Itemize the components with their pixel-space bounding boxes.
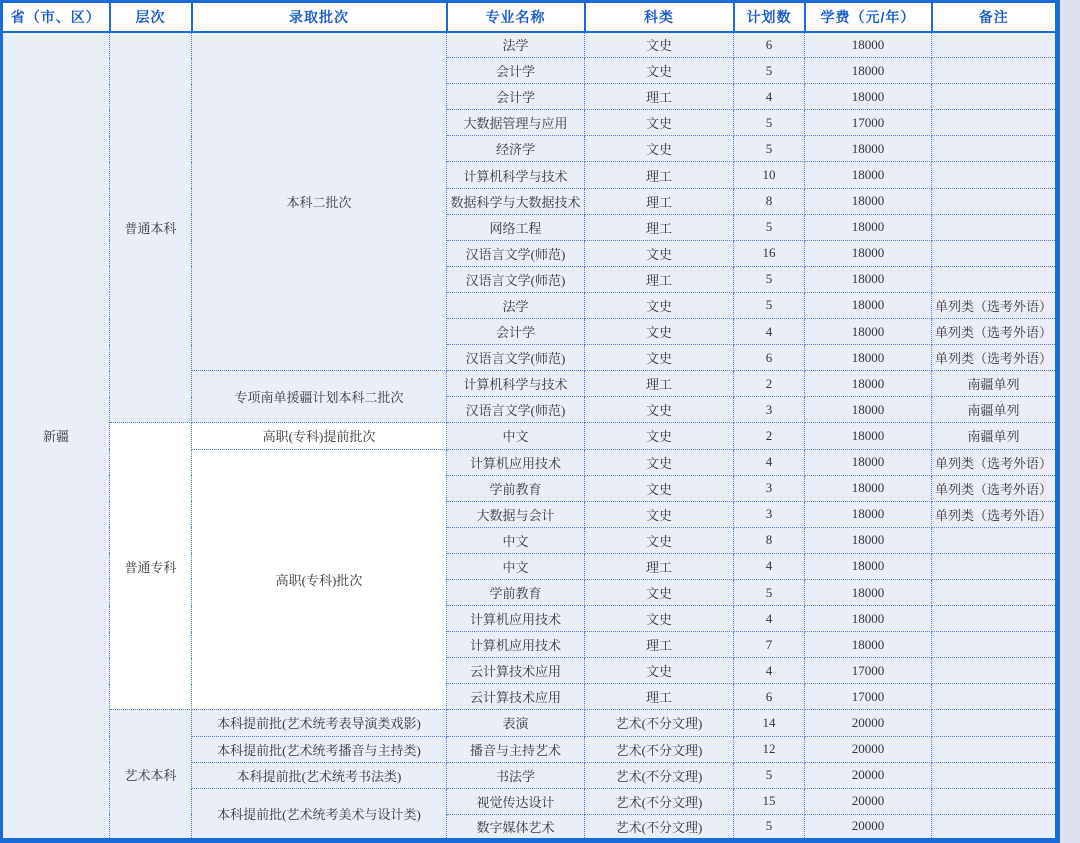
category-cell: 文史	[585, 110, 734, 136]
category-cell: 文史	[585, 240, 734, 266]
batch-cell: 本科提前批(艺术统考播音与主持类)	[192, 736, 447, 762]
table-header	[2, 2, 1058, 32]
tuition-cell: 18000	[805, 266, 932, 292]
level-cell: 艺术本科	[110, 710, 192, 841]
tuition-cell: 20000	[805, 710, 932, 736]
major-cell: 会计学	[447, 58, 585, 84]
tuition-cell: 18000	[805, 371, 932, 397]
category-cell: 理工	[585, 214, 734, 240]
remark-cell	[932, 736, 1058, 762]
remark-cell	[932, 266, 1058, 292]
remark-cell	[932, 684, 1058, 710]
major-cell: 经济学	[447, 136, 585, 162]
remark-cell	[932, 162, 1058, 188]
major-cell: 法学	[447, 292, 585, 318]
remark-cell: 单列类（选考外语）	[932, 319, 1058, 345]
plan-cell: 5	[734, 762, 805, 788]
plan-cell: 5	[734, 136, 805, 162]
remark-cell: 南疆单列	[932, 371, 1058, 397]
category-cell: 艺术(不分文理)	[585, 814, 734, 840]
category-cell: 理工	[585, 632, 734, 658]
category-cell: 艺术(不分文理)	[585, 710, 734, 736]
table-row	[2, 32, 1058, 58]
category-cell: 文史	[585, 606, 734, 632]
remark-cell: 南疆单列	[932, 397, 1058, 423]
tuition-cell: 17000	[805, 658, 932, 684]
plan-cell: 7	[734, 632, 805, 658]
plan-cell: 4	[734, 606, 805, 632]
batch-cell: 高职(专科)批次	[192, 449, 447, 710]
category-cell: 文史	[585, 423, 734, 449]
remark-cell	[932, 58, 1058, 84]
remark-cell	[932, 606, 1058, 632]
remark-cell	[932, 136, 1058, 162]
remark-cell	[932, 110, 1058, 136]
remark-cell: 单列类（选考外语）	[932, 449, 1058, 475]
category-cell: 文史	[585, 136, 734, 162]
batch-cell: 本科提前批(艺术统考表导演类戏影)	[192, 710, 447, 736]
remark-cell	[932, 814, 1058, 840]
plan-cell: 2	[734, 371, 805, 397]
remark-cell	[932, 579, 1058, 605]
plan-cell: 10	[734, 162, 805, 188]
plan-cell: 5	[734, 266, 805, 292]
plan-cell: 15	[734, 788, 805, 814]
tuition-cell: 18000	[805, 449, 932, 475]
tuition-cell: 20000	[805, 762, 932, 788]
remark-cell	[932, 658, 1058, 684]
remark-cell	[932, 188, 1058, 214]
category-cell: 艺术(不分文理)	[585, 736, 734, 762]
tuition-cell: 18000	[805, 214, 932, 240]
plan-cell: 5	[734, 214, 805, 240]
plan-cell: 5	[734, 58, 805, 84]
tuition-cell: 18000	[805, 553, 932, 579]
plan-cell: 3	[734, 475, 805, 501]
tuition-cell: 18000	[805, 32, 932, 58]
category-cell: 艺术(不分文理)	[585, 762, 734, 788]
level-cell: 普通专科	[110, 423, 192, 710]
column-header-plan: 计划数	[734, 2, 805, 32]
remark-cell	[932, 762, 1058, 788]
column-header-level: 层次	[110, 2, 192, 32]
plan-cell: 6	[734, 345, 805, 371]
tuition-cell: 17000	[805, 110, 932, 136]
column-header-remark: 备注	[932, 2, 1058, 32]
level-cell: 普通本科	[110, 32, 192, 423]
tuition-cell: 20000	[805, 788, 932, 814]
major-cell: 数字媒体艺术	[447, 814, 585, 840]
plan-cell: 8	[734, 188, 805, 214]
remark-cell	[932, 710, 1058, 736]
category-cell: 文史	[585, 579, 734, 605]
column-header-batch: 录取批次	[192, 2, 447, 32]
remark-cell	[932, 84, 1058, 110]
major-cell: 中文	[447, 527, 585, 553]
major-cell: 计算机应用技术	[447, 606, 585, 632]
major-cell: 汉语言文学(师范)	[447, 345, 585, 371]
remark-cell	[932, 553, 1058, 579]
remark-cell	[932, 632, 1058, 658]
plan-cell: 2	[734, 423, 805, 449]
category-cell: 理工	[585, 162, 734, 188]
remark-cell: 单列类（选考外语）	[932, 292, 1058, 318]
major-cell: 中文	[447, 553, 585, 579]
tuition-cell: 18000	[805, 240, 932, 266]
category-cell: 文史	[585, 658, 734, 684]
category-cell: 文史	[585, 292, 734, 318]
tuition-cell: 18000	[805, 606, 932, 632]
category-cell: 文史	[585, 345, 734, 371]
tuition-cell: 20000	[805, 736, 932, 762]
plan-cell: 3	[734, 397, 805, 423]
major-cell: 会计学	[447, 84, 585, 110]
plan-cell: 5	[734, 292, 805, 318]
tuition-cell: 18000	[805, 345, 932, 371]
column-header-province: 省（市、区）	[2, 2, 110, 32]
remark-cell: 单列类（选考外语）	[932, 501, 1058, 527]
major-cell: 表演	[447, 710, 585, 736]
category-cell: 理工	[585, 266, 734, 292]
plan-cell: 3	[734, 501, 805, 527]
column-header-tuition: 学费（元/年）	[805, 2, 932, 32]
major-cell: 计算机科学与技术	[447, 371, 585, 397]
major-cell: 汉语言文学(师范)	[447, 397, 585, 423]
major-cell: 云计算技术应用	[447, 684, 585, 710]
category-cell: 文史	[585, 527, 734, 553]
remark-cell	[932, 240, 1058, 266]
tuition-cell: 18000	[805, 527, 932, 553]
plan-cell: 4	[734, 553, 805, 579]
tuition-cell: 18000	[805, 397, 932, 423]
major-cell: 学前教育	[447, 579, 585, 605]
tuition-cell: 18000	[805, 501, 932, 527]
plan-cell: 8	[734, 527, 805, 553]
major-cell: 会计学	[447, 319, 585, 345]
table-body	[2, 32, 1058, 841]
major-cell: 云计算技术应用	[447, 658, 585, 684]
major-cell: 计算机科学与技术	[447, 162, 585, 188]
tuition-cell: 18000	[805, 319, 932, 345]
major-cell: 学前教育	[447, 475, 585, 501]
tuition-cell: 18000	[805, 188, 932, 214]
plan-cell: 16	[734, 240, 805, 266]
remark-cell: 单列类（选考外语）	[932, 475, 1058, 501]
remark-cell	[932, 32, 1058, 58]
major-cell: 计算机应用技术	[447, 632, 585, 658]
major-cell: 播音与主持艺术	[447, 736, 585, 762]
major-cell: 大数据与会计	[447, 501, 585, 527]
category-cell: 文史	[585, 501, 734, 527]
plan-cell: 4	[734, 658, 805, 684]
tuition-cell: 18000	[805, 84, 932, 110]
major-cell: 网络工程	[447, 214, 585, 240]
remark-cell	[932, 527, 1058, 553]
plan-cell: 5	[734, 814, 805, 840]
plan-cell: 12	[734, 736, 805, 762]
category-cell: 艺术(不分文理)	[585, 788, 734, 814]
plan-cell: 6	[734, 32, 805, 58]
remark-cell	[932, 788, 1058, 814]
major-cell: 汉语言文学(师范)	[447, 240, 585, 266]
table-row	[2, 710, 1058, 736]
category-cell: 文史	[585, 319, 734, 345]
column-header-category: 科类	[585, 2, 734, 32]
plan-cell: 4	[734, 449, 805, 475]
major-cell: 法学	[447, 32, 585, 58]
header-row	[2, 2, 1058, 32]
tuition-cell: 18000	[805, 579, 932, 605]
table-row	[2, 423, 1058, 449]
major-cell: 数据科学与大数据技术	[447, 188, 585, 214]
tuition-cell: 18000	[805, 162, 932, 188]
category-cell: 文史	[585, 449, 734, 475]
category-cell: 理工	[585, 553, 734, 579]
batch-cell: 高职(专科)提前批次	[192, 423, 447, 449]
tuition-cell: 18000	[805, 423, 932, 449]
category-cell: 理工	[585, 188, 734, 214]
batch-cell: 本科提前批(艺术统考美术与设计类)	[192, 788, 447, 840]
plan-cell: 5	[734, 110, 805, 136]
tuition-cell: 17000	[805, 684, 932, 710]
category-cell: 文史	[585, 475, 734, 501]
major-cell: 汉语言文学(师范)	[447, 266, 585, 292]
major-cell: 中文	[447, 423, 585, 449]
plan-cell: 6	[734, 684, 805, 710]
major-cell: 书法学	[447, 762, 585, 788]
tuition-cell: 18000	[805, 292, 932, 318]
category-cell: 理工	[585, 84, 734, 110]
tuition-cell: 18000	[805, 475, 932, 501]
category-cell: 理工	[585, 371, 734, 397]
tuition-cell: 18000	[805, 58, 932, 84]
batch-cell: 本科提前批(艺术统考书法类)	[192, 762, 447, 788]
plan-cell: 4	[734, 84, 805, 110]
remark-cell	[932, 214, 1058, 240]
tuition-cell: 18000	[805, 632, 932, 658]
plan-cell: 4	[734, 319, 805, 345]
plan-cell: 5	[734, 579, 805, 605]
category-cell: 文史	[585, 32, 734, 58]
province-cell: 新疆	[2, 32, 110, 841]
batch-cell: 专项南单援疆计划本科二批次	[192, 371, 447, 423]
major-cell: 大数据管理与应用	[447, 110, 585, 136]
remark-cell: 单列类（选考外语）	[932, 345, 1058, 371]
remark-cell: 南疆单列	[932, 423, 1058, 449]
plan-cell: 14	[734, 710, 805, 736]
batch-cell: 本科二批次	[192, 32, 447, 371]
category-cell: 文史	[585, 397, 734, 423]
major-cell: 视觉传达设计	[447, 788, 585, 814]
column-header-major: 专业名称	[447, 2, 585, 32]
category-cell: 理工	[585, 684, 734, 710]
major-cell: 计算机应用技术	[447, 449, 585, 475]
category-cell: 文史	[585, 58, 734, 84]
tuition-cell: 18000	[805, 136, 932, 162]
tuition-cell: 20000	[805, 814, 932, 840]
